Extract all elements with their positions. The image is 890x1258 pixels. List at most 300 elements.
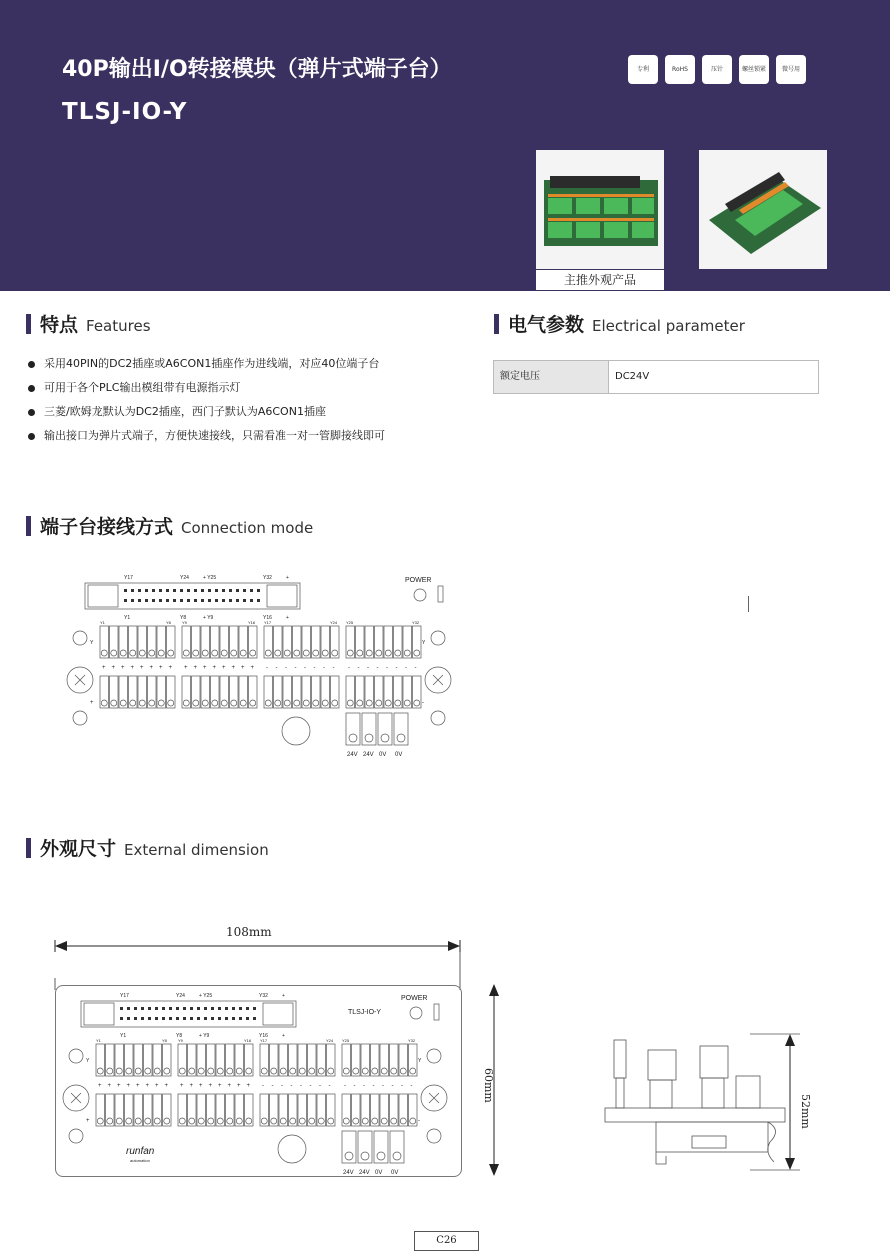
terminal-screw	[353, 1068, 359, 1074]
group-end-label: Y8	[162, 1038, 167, 1043]
connector-bottom-label: Y8	[180, 615, 187, 621]
group-start-label: Y25	[346, 620, 354, 625]
connector-pin	[194, 599, 197, 602]
terminal-screw	[366, 700, 372, 706]
polarity-mark: -	[275, 665, 278, 671]
terminal-screw	[318, 1068, 324, 1074]
terminal-screw	[397, 734, 405, 742]
bullet-icon	[28, 361, 35, 368]
dimension-title-zh: 外观尺寸	[40, 838, 117, 860]
connector-bottom-label: + Y9	[203, 615, 214, 621]
connector-pin	[190, 1007, 193, 1010]
terminal-screw	[393, 1152, 401, 1160]
polarity-mark: +	[193, 665, 198, 671]
connector-pin	[138, 589, 141, 592]
terminal-screw	[208, 1068, 214, 1074]
power-terminal-label: 24V	[343, 1170, 354, 1176]
terminal-screw	[313, 650, 319, 656]
power-label: POWER	[405, 577, 432, 584]
row-y-label: Y	[90, 640, 94, 646]
connector-pin	[239, 1017, 242, 1020]
connector-pin	[138, 599, 141, 602]
row-minus-label: -	[418, 1118, 420, 1124]
terminal-screw	[303, 650, 309, 656]
polarity-mark: +	[189, 1083, 194, 1089]
power-terminal-label: 24V	[347, 752, 358, 758]
terminal-screw	[145, 1068, 151, 1074]
polarity-mark: -	[344, 1083, 346, 1089]
connector-pin	[190, 1017, 193, 1020]
connector-pin	[257, 599, 260, 602]
connector-top-label: Y32	[263, 575, 272, 581]
terminal-screw	[130, 700, 136, 706]
terminal-screw	[120, 650, 126, 656]
polarity-mark: +	[237, 1083, 241, 1089]
connector-pin	[194, 589, 197, 592]
terminal-screw	[275, 700, 281, 706]
connector-top-label: Y17	[124, 575, 133, 581]
polarity-mark: +	[222, 665, 226, 671]
connector-pin	[141, 1017, 144, 1020]
terminal-screw	[318, 1118, 324, 1124]
polarity-mark: -	[376, 665, 379, 671]
polarity-mark: -	[304, 665, 306, 671]
terminal-screw	[139, 650, 145, 656]
terminal-screw	[328, 1118, 334, 1124]
terminal-screw	[227, 1118, 233, 1124]
polarity-mark: -	[372, 1083, 375, 1089]
connector-pin	[229, 589, 232, 592]
brand-logo: runfan	[126, 1146, 155, 1157]
side-view-drawing	[600, 1030, 810, 1180]
connector-pin	[243, 589, 246, 592]
polarity-mark: -	[262, 1083, 264, 1089]
terminal-screw	[271, 1118, 277, 1124]
polarity-mark: +	[140, 665, 144, 671]
polarity-mark: -	[332, 665, 335, 671]
list-item: 输出接口为弹片式端子，方便快速接线，只需看准一对一管脚接线即可	[28, 429, 385, 453]
polarity-mark: -	[395, 665, 398, 671]
power-terminal-label: 0V	[395, 752, 403, 758]
features-title-en: Features	[86, 317, 151, 335]
terminal-screw	[111, 700, 117, 706]
terminal-screw	[183, 650, 189, 656]
power-terminal-label: 24V	[359, 1170, 370, 1176]
polarity-mark: -	[323, 665, 325, 671]
connector-pin	[120, 1007, 123, 1010]
row-plus-label: +	[90, 700, 94, 706]
screw-lock-badge-icon: 螺丝锁紧	[739, 55, 769, 84]
polarity-mark: -	[294, 665, 297, 671]
connector-pin	[148, 1017, 151, 1020]
group-start-label: Y25	[342, 1038, 350, 1043]
connector-pin	[141, 1007, 144, 1010]
terminal-screw	[189, 1118, 195, 1124]
power-terminal-label: 0V	[375, 1170, 383, 1176]
electrical-heading	[494, 310, 745, 337]
polarity-mark: +	[203, 665, 207, 671]
mount-hole	[73, 631, 87, 645]
power-terminal-label: 0V	[379, 752, 387, 758]
connector-pin	[211, 1017, 214, 1020]
connector-pin	[232, 1007, 235, 1010]
connector-pin	[152, 599, 155, 602]
terminal-screw	[357, 650, 363, 656]
terminal-screw	[168, 650, 174, 656]
side-height-label: 52mm	[799, 1094, 812, 1129]
group-end-label: Y16	[248, 620, 256, 625]
connector-bottom-label: Y16	[259, 1033, 268, 1039]
power-terminal	[342, 1131, 356, 1163]
capacitor-icon	[282, 717, 310, 745]
connector-pin	[159, 589, 162, 592]
connector-pin	[250, 599, 253, 602]
terminal-screw	[294, 650, 300, 656]
polarity-mark: -	[281, 1083, 283, 1089]
polarity-mark: +	[145, 1083, 150, 1089]
connector-pin	[127, 1017, 130, 1020]
press-pin-badge-icon: 压针	[702, 55, 732, 84]
connector-top-label: Y24	[176, 993, 185, 999]
connector-pin	[204, 1017, 207, 1020]
terminal-screw	[395, 650, 401, 656]
mount-hole	[431, 631, 445, 645]
terminal-screw	[271, 1068, 277, 1074]
terminal-screw	[101, 700, 107, 706]
power-terminal	[346, 713, 360, 745]
connector-pin	[187, 589, 190, 592]
terminal-screw	[179, 1068, 185, 1074]
terminal-screw	[168, 700, 174, 706]
mount-hole	[69, 1049, 83, 1063]
connector-pin	[173, 589, 176, 592]
group-end-label: Y32	[408, 1038, 416, 1043]
terminal-screw	[303, 700, 309, 706]
heading-bar	[26, 838, 31, 858]
electrical-title-zh: 电气参数	[508, 314, 585, 336]
capacitor-icon	[278, 1135, 306, 1163]
polarity-mark: +	[180, 1083, 184, 1089]
power-resistor	[434, 1004, 439, 1020]
connector-pin	[208, 589, 211, 592]
page-code: C26	[414, 1231, 479, 1251]
connector-pin	[218, 1007, 221, 1010]
terminal-screw	[362, 1118, 368, 1124]
product-model: TLSJ-IO-Y	[62, 99, 188, 125]
terminal-screw	[343, 1118, 349, 1124]
connector-pin	[159, 599, 162, 602]
connector-pin	[162, 1017, 165, 1020]
connector-pin	[225, 1007, 228, 1010]
group-start-label: Y17	[260, 1038, 268, 1043]
terminal-screw	[332, 650, 338, 656]
connector-pin	[232, 1017, 235, 1020]
terminal-screw	[149, 650, 155, 656]
terminal-screw	[183, 700, 189, 706]
polarity-mark: -	[313, 665, 316, 671]
connector-pin	[229, 599, 232, 602]
connector-pin	[169, 1017, 172, 1020]
terminal-screw	[385, 700, 391, 706]
connector-bottom-label: Y1	[124, 615, 131, 621]
polarity-mark: +	[168, 665, 173, 671]
terminal-screw	[193, 650, 199, 656]
polarity-mark: +	[126, 1083, 131, 1089]
connector-pin	[173, 599, 176, 602]
connector-pin	[197, 1007, 200, 1010]
connector-bottom-label: +	[286, 615, 289, 621]
connector-pin	[246, 1007, 249, 1010]
terminal-screw	[391, 1068, 397, 1074]
connector-pin	[148, 1007, 151, 1010]
row-y-label: Y	[422, 640, 426, 646]
connector-pin	[145, 589, 148, 592]
group-end-label: Y8	[166, 620, 171, 625]
mount-hole	[73, 711, 87, 725]
connector-bottom-label: +	[282, 1033, 285, 1039]
connector-bottom-label: Y1	[120, 1033, 127, 1039]
terminal-screw	[135, 1118, 141, 1124]
connector-pin	[180, 589, 183, 592]
connection-diagram	[60, 568, 460, 767]
terminal-screw	[332, 700, 338, 706]
connector-pin	[239, 1007, 242, 1010]
terminal-screw	[236, 1068, 242, 1074]
power-resistor	[438, 586, 443, 602]
terminal-screw	[107, 1068, 113, 1074]
power-terminal-label: 24V	[363, 752, 374, 758]
terminal-screw	[193, 700, 199, 706]
connector-pin	[253, 1017, 256, 1020]
connector-bottom-label: + Y9	[199, 1033, 210, 1039]
power-led-icon	[410, 1007, 422, 1019]
terminal-screw	[149, 700, 155, 706]
connector-top-label: Y17	[120, 993, 129, 999]
connector-pin	[218, 1017, 221, 1020]
terminal-screw	[404, 650, 410, 656]
micro-badge-icon: 微号用	[776, 55, 806, 84]
terminal-screw	[400, 1118, 406, 1124]
connector-outline	[85, 583, 300, 609]
terminal-screw	[179, 1118, 185, 1124]
connector-pin	[180, 599, 183, 602]
polarity-mark: +	[111, 665, 116, 671]
polarity-mark: -	[309, 1083, 312, 1089]
dimension-heading	[26, 834, 269, 861]
polarity-mark: -	[386, 665, 388, 671]
polarity-mark: +	[155, 1083, 159, 1089]
terminal-screw	[231, 650, 237, 656]
terminal-screw	[372, 1068, 378, 1074]
connector-pin	[169, 1007, 172, 1010]
connector-pin	[236, 599, 239, 602]
polarity-mark: +	[208, 1083, 213, 1089]
polarity-mark: +	[107, 1083, 112, 1089]
polarity-mark: +	[98, 1083, 102, 1089]
terminal-screw	[322, 700, 328, 706]
connector-pin	[222, 599, 225, 602]
connector-pin	[201, 599, 204, 602]
terminal-screw	[290, 1068, 296, 1074]
power-led-icon	[414, 589, 426, 601]
connector-top-label: +	[282, 993, 285, 999]
mount-hole	[427, 1049, 441, 1063]
terminal-screw	[261, 1068, 267, 1074]
terminal-screw	[189, 1068, 195, 1074]
terminal-screw	[362, 1068, 368, 1074]
terminal-screw	[250, 650, 256, 656]
terminal-screw	[376, 650, 382, 656]
group-start-label: Y1	[100, 620, 105, 625]
terminal-screw	[246, 1118, 252, 1124]
polarity-mark: +	[184, 665, 188, 671]
connector-pin	[225, 1017, 228, 1020]
terminal-screw	[217, 1118, 223, 1124]
features-heading	[26, 310, 151, 337]
power-terminal	[374, 1131, 388, 1163]
terminal-screw	[135, 1068, 141, 1074]
terminal-screw	[221, 650, 227, 656]
heading-bar	[494, 314, 499, 334]
connector-pin	[246, 1017, 249, 1020]
terminal-screw	[280, 1068, 286, 1074]
connector-top-label: +	[286, 575, 289, 581]
terminal-screw	[116, 1118, 122, 1124]
connector-pin	[131, 599, 134, 602]
connector-bottom-label: Y16	[263, 615, 272, 621]
terminal-screw	[377, 1152, 385, 1160]
product-photo-angle	[699, 150, 827, 269]
heading-bar	[26, 314, 31, 334]
polarity-mark: -	[319, 1083, 321, 1089]
polarity-mark: +	[218, 1083, 222, 1089]
power-terminal	[362, 713, 376, 745]
terminal-screw	[212, 650, 218, 656]
electrical-title-en: Electrical parameter	[592, 317, 745, 335]
row-minus-label: -	[422, 700, 424, 706]
polarity-mark: -	[300, 1083, 302, 1089]
terminal-screw	[410, 1068, 416, 1074]
polarity-mark: -	[328, 1083, 331, 1089]
connector-pin	[183, 1007, 186, 1010]
connector-pin	[250, 589, 253, 592]
polarity-mark: +	[231, 665, 236, 671]
polarity-mark: +	[227, 1083, 232, 1089]
polarity-mark: -	[363, 1083, 365, 1089]
power-terminal	[358, 1131, 372, 1163]
terminal-screw	[202, 700, 208, 706]
terminal-screw	[227, 1068, 233, 1074]
connector-pin	[120, 1017, 123, 1020]
terminal-screw	[284, 700, 290, 706]
polarity-mark: +	[136, 1083, 140, 1089]
terminal-screw	[357, 700, 363, 706]
terminal-screw	[414, 700, 420, 706]
certification-badges	[628, 55, 806, 84]
power-terminal-label: 0V	[391, 1170, 399, 1176]
connector-top-label: + Y25	[203, 575, 217, 581]
terminal-screw	[299, 1068, 305, 1074]
connector-pin	[166, 599, 169, 602]
header-band	[0, 0, 890, 291]
terminal-screw	[347, 700, 353, 706]
polarity-mark: +	[102, 665, 106, 671]
terminal-screw	[126, 1068, 132, 1074]
row-y-label: Y	[86, 1058, 90, 1064]
polarity-mark: -	[353, 1083, 356, 1089]
connector-outline	[81, 1001, 296, 1027]
bullet-icon	[28, 385, 35, 392]
group-end-label: Y24	[330, 620, 338, 625]
connector-pin	[236, 589, 239, 592]
rated-voltage-value: DC24V	[615, 371, 650, 382]
group-start-label: Y9	[182, 620, 187, 625]
terminal-screw	[385, 650, 391, 656]
connector-pin	[257, 589, 260, 592]
connector-pin	[134, 1017, 137, 1020]
terminal-screw	[313, 700, 319, 706]
connector-pin	[131, 589, 134, 592]
connector-pin	[211, 1007, 214, 1010]
connector-pin	[134, 1007, 137, 1010]
connector-pin	[155, 1007, 158, 1010]
terminal-screw	[145, 1118, 151, 1124]
connection-title-en: Connection mode	[181, 519, 314, 537]
polarity-mark: -	[410, 1083, 413, 1089]
rated-voltage-label: 额定电压	[494, 361, 609, 393]
polarity-mark: -	[271, 1083, 274, 1089]
dimension-title-en: External dimension	[124, 841, 269, 859]
terminal-screw	[361, 1152, 369, 1160]
terminal-screw	[275, 650, 281, 656]
list-item: 采用40PIN的DC2插座或A6CON1插座作为进线端，对应40位端子台	[28, 357, 385, 381]
bullet-icon	[28, 409, 35, 416]
terminal-screw	[372, 1118, 378, 1124]
polarity-mark: -	[285, 665, 287, 671]
terminal-screw	[349, 734, 357, 742]
connector-bottom-label: Y8	[176, 1033, 183, 1039]
power-terminal	[390, 1131, 404, 1163]
terminal-screw	[231, 700, 237, 706]
terminal-screw	[116, 1068, 122, 1074]
power-terminal	[378, 713, 392, 745]
list-item: 可用于各个PLC输出模组带有电源指示灯	[28, 381, 385, 405]
terminal-screw	[217, 1068, 223, 1074]
terminal-screw	[366, 650, 372, 656]
connector-pin	[243, 599, 246, 602]
connector-pin	[176, 1007, 179, 1010]
height-dimension-label: 60mm	[482, 1068, 495, 1103]
connector-pin	[208, 599, 211, 602]
connector-pin	[166, 589, 169, 592]
polarity-mark: -	[405, 665, 407, 671]
polarity-mark: +	[121, 665, 125, 671]
polarity-mark: +	[241, 665, 245, 671]
mount-hole	[427, 1129, 441, 1143]
terminal-screw	[240, 700, 246, 706]
terminal-screw	[265, 650, 271, 656]
terminal-screw	[97, 1118, 103, 1124]
polarity-mark: +	[149, 665, 154, 671]
power-terminal	[394, 713, 408, 745]
terminal-screw	[261, 1118, 267, 1124]
terminal-screw	[164, 1068, 170, 1074]
polarity-mark: -	[414, 665, 417, 671]
terminal-screw	[240, 650, 246, 656]
terminal-screw	[284, 650, 290, 656]
features-list	[28, 357, 385, 453]
terminal-screw	[250, 700, 256, 706]
